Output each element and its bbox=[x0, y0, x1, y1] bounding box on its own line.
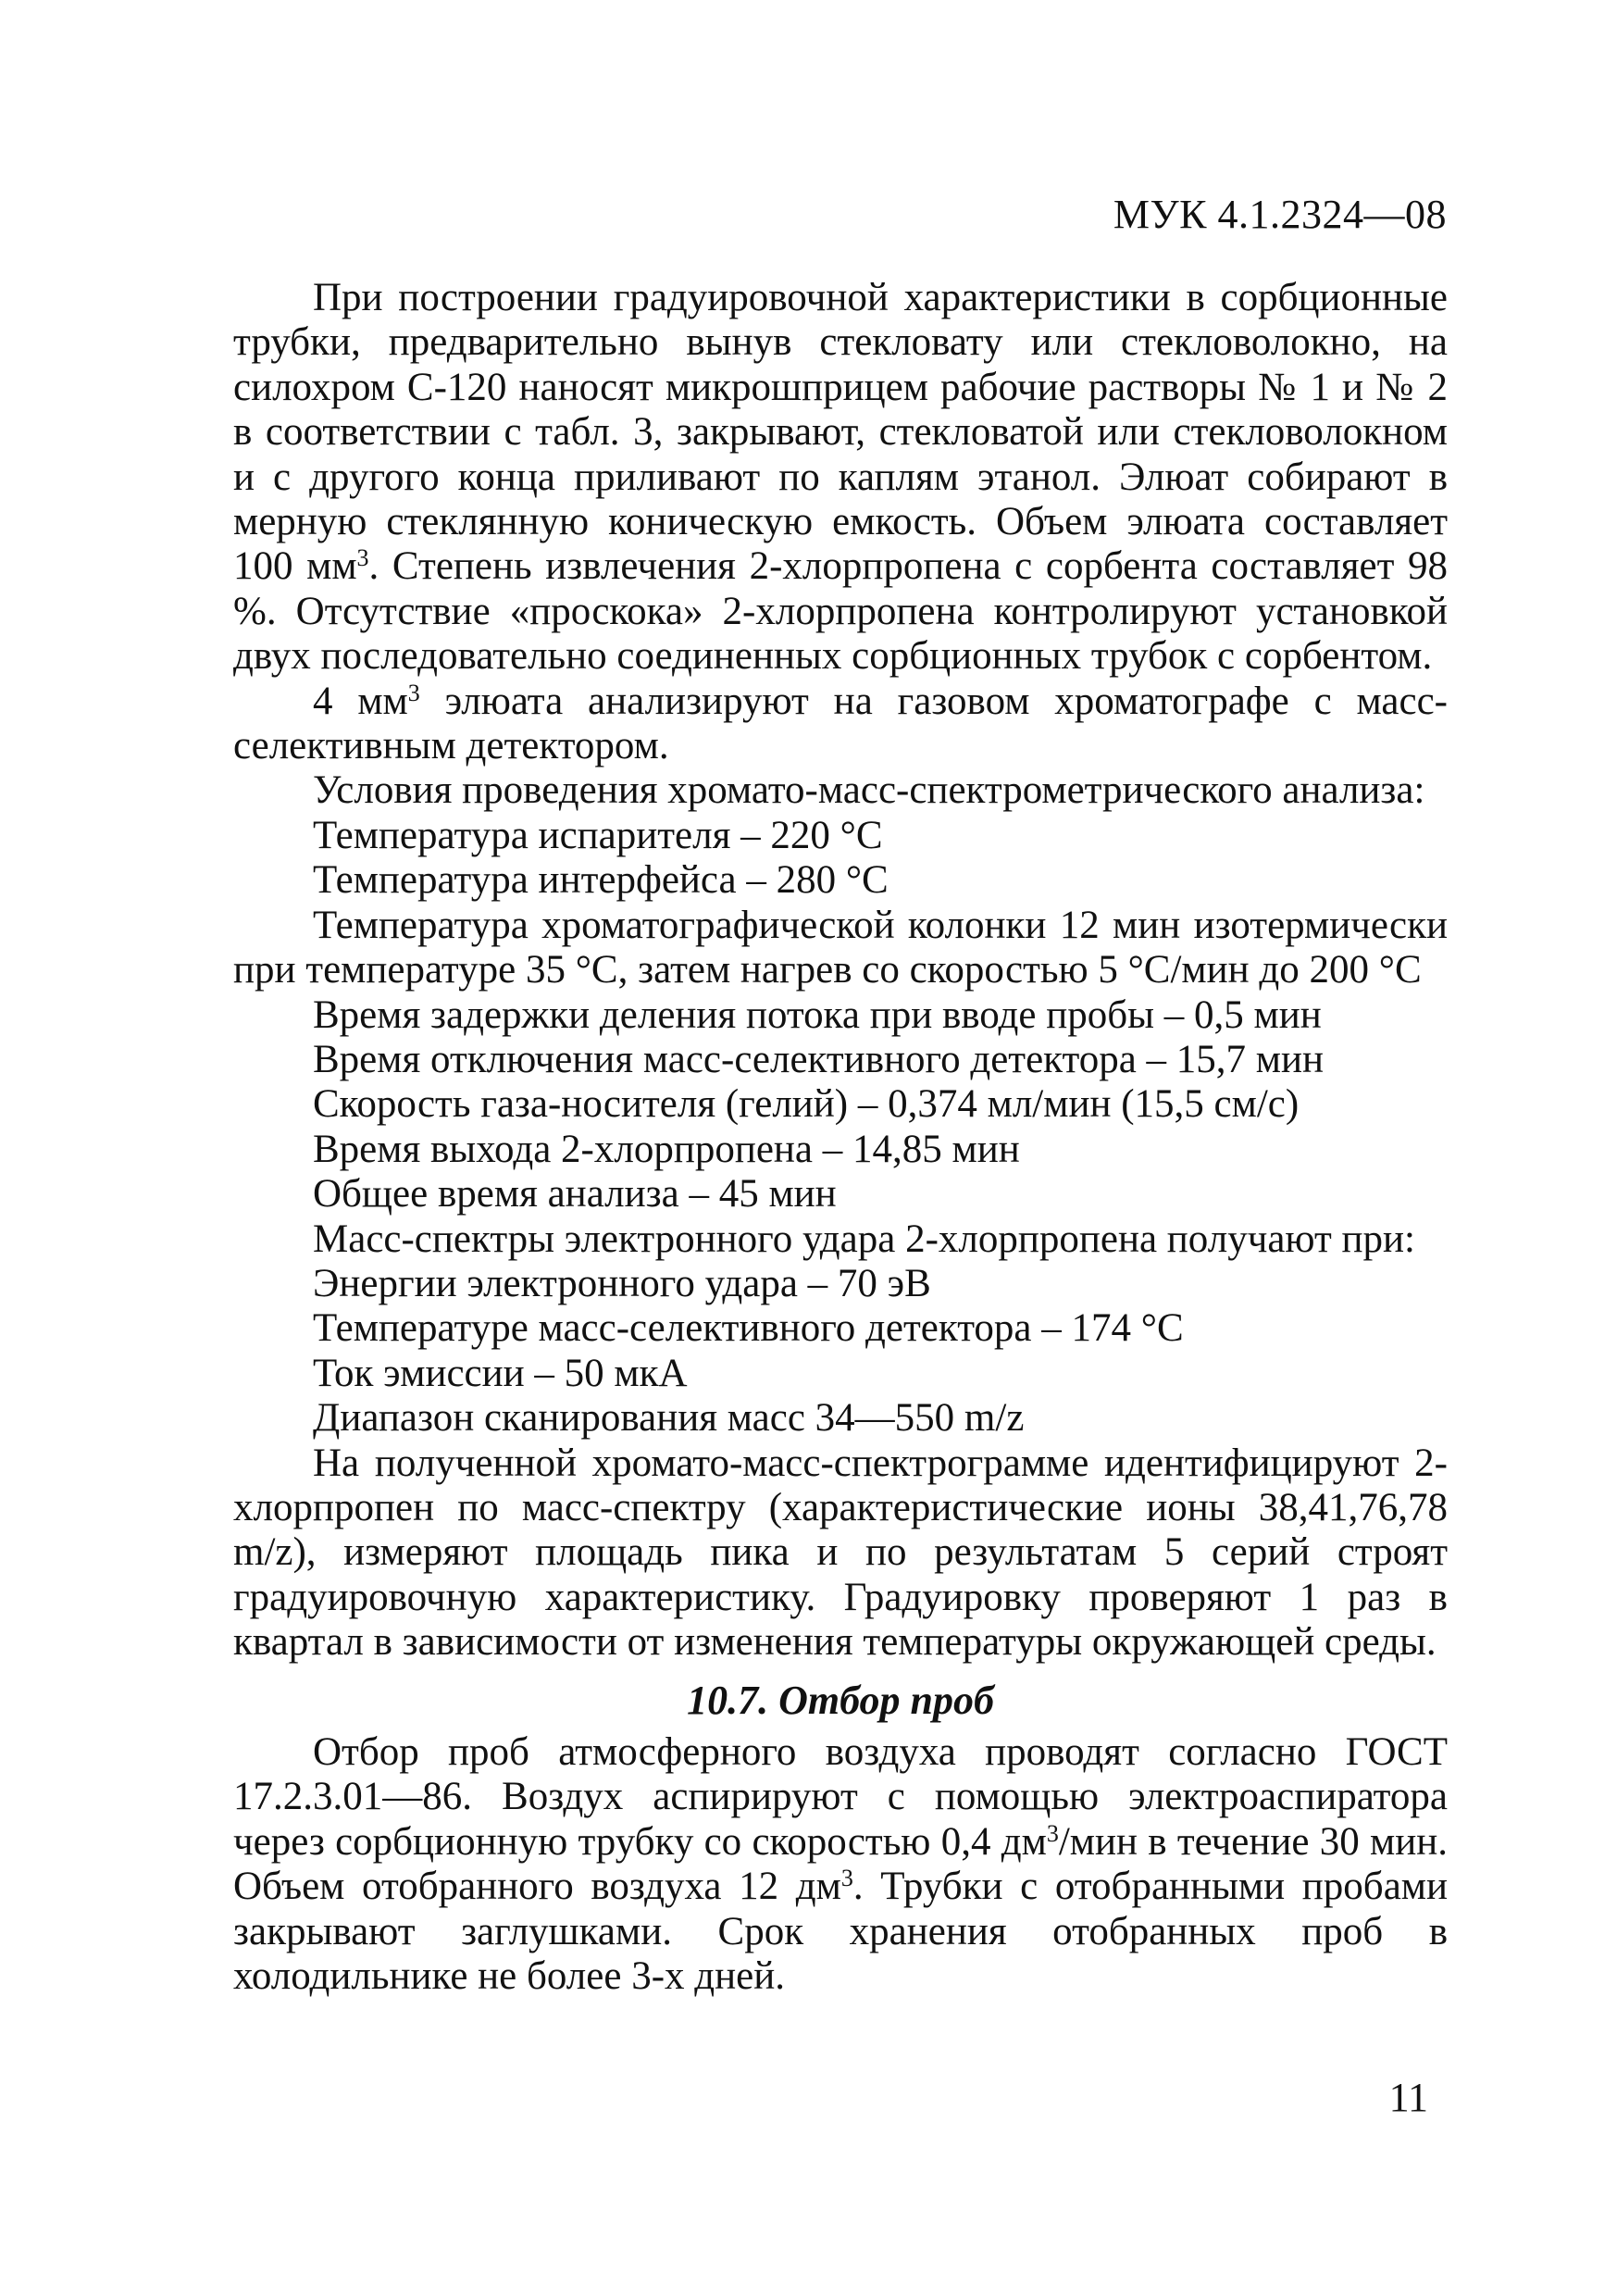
paragraph-identification: На полученной хромато-масс-спектрограмме идентифицируют 2-хлорпропен по масс-спектру (характеристические ионы 38,41,76,78 m/z), измеряют площадь пика и по результатам 5 серий строят градуировочную характеристику. Градуировку проверяют 1 раз в квартал в зависимости от изменения температуры окружающей среды. bbox=[233, 1441, 1448, 1665]
paragraph-calibration: При построении градуировочной характеристики в сорбционные трубки, предварительно вынув стекловату или стекловолокно, на силохром С-120 наносят микрошприцем рабочие растворы № 1 и № 2 в соответствии с табл. 3, закрывают, стекловатой или стекловолокном и с другого конца приливают по каплям этанол. Элюат собирают в мерную стеклянную коническую емкость. Объем элюата составляет 100 $мм^3$. Степень извлечения 2-хлорпропена с сорбента составляет 98 %. Отсутствие «проскока» 2-хлорпропена контролируют установкой двух последовательно соединенных сорбционных трубок с сорбентом. bbox=[233, 276, 1449, 679]
condition-emission-current: Ток эмиссии – 50 мкА bbox=[313, 1351, 688, 1395]
condition-electron-energy: Энергии электронного удара – 70 эВ bbox=[313, 1261, 931, 1305]
condition-interface-temp: Температура интерфейса – 280 °С bbox=[313, 858, 889, 903]
condition-total-time: Общее время анализа – 45 мин bbox=[313, 1172, 837, 1217]
page-number: 11 bbox=[1388, 2075, 1428, 2120]
condition-evaporator-temp: Температура испарителя – 220 °С bbox=[313, 813, 883, 857]
conditions-title: Условия проведения хромато-масс-спектрометрического анализа: bbox=[313, 768, 1425, 813]
section-title: 10.7. Отбор проб bbox=[687, 1677, 994, 1723]
condition-column-temp: Температура хроматографической колонки 12 мин изотермически при температуре 35 °С, затем нагрев со скоростью 5 °С/мин до 200 °С bbox=[233, 903, 1448, 992]
paragraph-sampling: Отбор проб атмосферного воздуха проводят согласно ГОСТ 17.2.3.01—86. Воздух аспирируют с помощью электроаспиратора через сорбционную трубку со скоростью 0,4 $дм^3$/мин в течение 30 мин. Объем отобранного воздуха 12 $дм^3$. Трубки с отобранными пробами закрывают заглушками. Срок хранения отобранных проб в холодильнике не более 3-х дней. bbox=[233, 1730, 1448, 1999]
condition-detector-temp: Температуре масс-селективного детектора – 174 °С bbox=[313, 1306, 1184, 1351]
condition-carrier-gas: Скорость газа-носителя (гелий) – 0,374 мл/мин (15,5 см/с) bbox=[313, 1082, 1300, 1127]
document-code: МУК 4.1.2324—08 bbox=[1113, 192, 1447, 237]
condition-scan-range: Диапазон сканирования масс 34—550 m/z bbox=[313, 1396, 1025, 1441]
condition-retention-time: Время выхода 2-хлорпропена – 14,85 мин bbox=[313, 1127, 1020, 1171]
mass-spectra-title: Масс-спектры электронного удара 2-хлорпропена получают при: bbox=[313, 1217, 1415, 1261]
page-content bbox=[233, 276, 1448, 1999]
condition-split-delay: Время задержки деления потока при вводе пробы – 0,5 мин bbox=[313, 992, 1322, 1037]
condition-detector-off: Время отключения масс-селективного детектора – 15,7 мин bbox=[313, 1037, 1325, 1081]
paragraph-eluate-analysis: 4 $мм^3$ элюата анализируют на газовом хроматографе с масс-селективным детектором. bbox=[233, 679, 1448, 768]
